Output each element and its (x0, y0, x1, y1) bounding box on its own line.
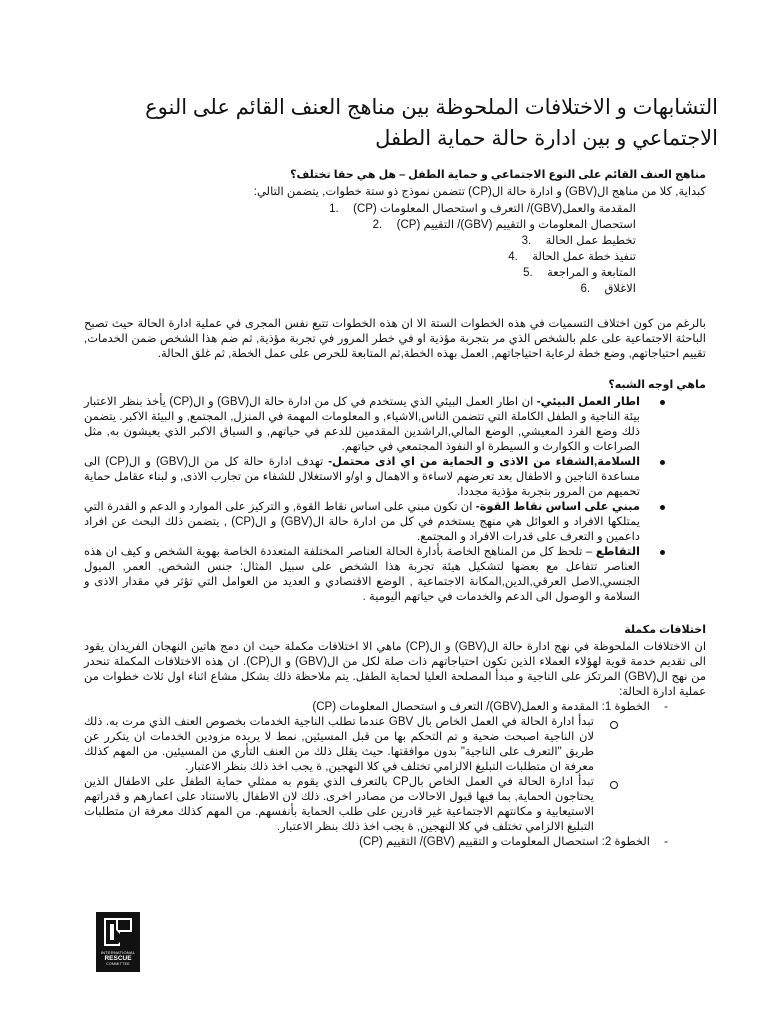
page-title (84, 92, 718, 154)
step-number: 1. (329, 203, 339, 215)
section-similarities (84, 378, 706, 605)
bullet-text: ان اطار العمل البيئي الذي يستخدم في كل من ادارة حالة ال(GBV) و ال(CP) يأخذ بنظر الاعتبار بيئة الناجية و الطفل الكاملة التي تتضمن الناس,الاشياء, و المعلومات المهمة في المنزل, المجتمع, و البيئة الاكبر. يتضمن ذلك وضع الفرد المعيشي, الوضع المالي,الراشدين المقدمين للدعم في حياتهم, و السياق الاكبر الذي يعيشون به, مثل الصراعات و الكوارث و السيطرة او النفوذ المجتمعي في حياتهم. (84, 396, 640, 453)
list-item (84, 700, 668, 835)
section-heading: ماهي اوجه الشبه؟ (608, 379, 706, 391)
bullet-text: تهدف ادارة حالة كل من ال(GBV) و ال(CP) الى مساعدة الناجين و الاطفال بعد تعرضهم لاساءة و الاهمال و او/و الاستغلال للشفاء من تجارب الاذى, و لبناء عقامل حماية تحميهم من المرور بتجربة مؤذية مجددا. (84, 456, 640, 498)
similarities-list (84, 395, 668, 605)
section-similar-or-different (84, 168, 706, 362)
list-item (84, 835, 668, 850)
list-item (84, 455, 668, 500)
bullet-text: ان تكون مبني على اساس نقاط القوة, و التركيز على الموارد و الدعم و القدرة التي يمتلكها الافراد و العوائل هي منهج يستخدم في كل من ادارة حالة ال(GBV) و ال(CP) , يتضمن ذلك البحث عن افراد داعمين و التعرف على قدرات الافراد و المجتمع. (84, 501, 640, 543)
logo-text-line-1: INTERNATIONAL (100, 950, 136, 955)
step-label: الخطوة 2: استحصال المعلومات و التقييم (GBV)/ التقييم (CP) (359, 836, 650, 848)
list-item (84, 500, 668, 545)
list-item (84, 545, 668, 605)
dash-marker: - (664, 701, 668, 713)
title-line-1: التشابهات و الاختلافات الملحوظة بين مناهج العنف القائم على النوع (145, 96, 718, 119)
step-number: 6. (580, 283, 591, 295)
step-text: تخطيط عمل الحالة (545, 235, 636, 247)
bullet-term: اطار العمل البيئي- (536, 396, 641, 408)
logo-mark-icon (96, 912, 140, 950)
sub-list (84, 715, 624, 835)
bullet-text: – تلحظ كل من المناهج الخاصة بأدارة الحالة العناصر المختلفة المتعددة الخاصة بهوية الشخص و كيف ان هذه العناصر تتفاعل مع بعضها لتشكيل هيئة تجربة هذا الشخص على سبيل المثال: جنس الشخص, العمر, الميول الجنسي,الاصل العرقي,الدين,المكانة الاجتماعية , الوضع الاقتصادي و العديد من العوامل التي تؤثر في مقدار الاذى و السلامة و الوصول الى الدعم والخدمات في حياتهم اليومية . (84, 546, 640, 603)
bullet-term: التقاطع (595, 546, 640, 558)
section-heading: مناهج العنف القائم على النوع الاجتماعي و حماية الطفل – هل هي حقا تختلف؟ (290, 169, 706, 181)
section-intro: كبداية, كلا من مناهج ال(GBV) و ادارة حالة ال(CP) تتضمن نموذج ذو ستة خطوات, يتضمن التالي: (253, 186, 706, 198)
section-heading: اختلافات مكملة (624, 624, 706, 636)
dash-marker: - (664, 836, 668, 848)
section-paragraph: بالرغم من كون اختلاف التسميات في هذه الخطوات الستة الا ان هذه الخطوات تتبع نفس المجرى في عملية ادارة الحالة حيث تصبح الباحثة الاجتماعية على علم بالشخص الذي مر بتجربة مؤذية او في خطر المرور في تجربة مؤذية, ثم ضم هذا الشخص ضمن الخدمات, تقييم احتياجاتهم, وضع خطة لرعاية احتياجاتهم, العمل بهذه الخطة,ثم المتابعة للحرص على عمل الخطة, ثم غلق الحالة. (84, 318, 706, 360)
step-text: تنفيذ خطة عمل الحالة (532, 251, 636, 263)
step-text: المتابعة و المراجعة (547, 267, 636, 279)
list-item: تبدأ ادارة الحالة في العمل الخاص بال GBV عندما تطلب الناجية الخدمات بخصوص العنف الذي مرت به. ذلك لان الناجية اصبحت ضحية و تم التحكم بها من قبل المسيئين, نمط لا يريده مزودين الخدمات ان يتكرر عن طريق "التعرف على الناجية" بدون موافقتها. حيث يقلل ذلك من العنف التأري من المسيئين. من المهم كذلك معرفة ان متطلبات التبليغ الالزامي تختلف في كلا النهجين, ة يجب اخذ ذلك بنظر الاعتبار. (84, 715, 624, 775)
step-number: 2. (372, 219, 383, 231)
list-item: تبدأ ادارة الحالة في العمل الخاص بالCP بالتعرف الذي يقوم به ممثلي حماية الطفل على الاطفال الذين يحتاجون الحماية, بما فيها قبول الاحالات من مصادر اخرى. ذلك لان الاطفال بالاستناد على اعمارهم و قدراتهم الاستيعابية و مكانتهم الاجتماعية غير قادرين على طلب الحماية بأنفسهم. من المهم كذلك معرفة ان متطلبات التبليغ الالزامي تختلف في كلا النهجين, ة يجب اخذ ذلك بنظر الاعتبار. (84, 775, 624, 835)
step-text: المقدمة والعمل(GBV)/ التعرف و استحصال المعلومات (CP) (353, 203, 636, 215)
document-content (84, 92, 718, 850)
list-item (84, 201, 636, 217)
list-item (84, 395, 668, 455)
bullet-term: السلامة,الشفاء من الاذى و الحماية من اي اذى محتمل- (328, 456, 641, 468)
list-item (84, 217, 636, 233)
step-label: الخطوة 1: المقدمة و العمل(GBV)/ التعرف و استحصال المعلومات (CP) (312, 701, 650, 713)
step-number: 5. (523, 267, 533, 279)
step-text: استحصال المعلومات و التقييم (GBV)/ التقييم (CP) (396, 219, 636, 231)
logo-text-line-3: COMMITTEE (106, 962, 130, 966)
list-item (84, 233, 636, 249)
logo-text-line-2: RESCUE (104, 955, 132, 962)
section-complementary-differences (84, 623, 706, 850)
step-number: 3. (521, 235, 532, 247)
step-text: الاغلاق (604, 283, 636, 295)
irc-logo (96, 912, 140, 972)
steps-list (84, 201, 636, 297)
list-item (84, 265, 636, 281)
steps-detail-list (84, 700, 668, 850)
list-item (84, 281, 636, 297)
list-item (84, 249, 636, 265)
step-number: 4. (508, 251, 518, 263)
section-paragraph: ان الاختلافات الملحوظة في نهج ادارة حالة ال(GBV) و ال(CP) ماهي الا اختلافات مكملة حيث ان دمج هاتين النهجان الفريدان يقود الى تقديم خدمة قوية لهؤلاء العملاء الذين تكون احتياجاتهم ذات صلة لكل من ال(GBV) و ال(CP). ان هذه الاختلافات المكملة تنحدر من نهج ال(GBV) المرتكز على الناجية و مبدأ المصلحة العليا لحماية الطفل. يتم ملاحظة ذلك بشكل مشاع اثناء اول ثلاث خطوات من عملية ادارة الحالة: (84, 641, 707, 698)
bullet-term: مبني على اساس نقاط القوة- (475, 501, 640, 513)
title-line-2: الاجتماعي و بين ادارة حالة حماية الطفل (375, 127, 718, 150)
